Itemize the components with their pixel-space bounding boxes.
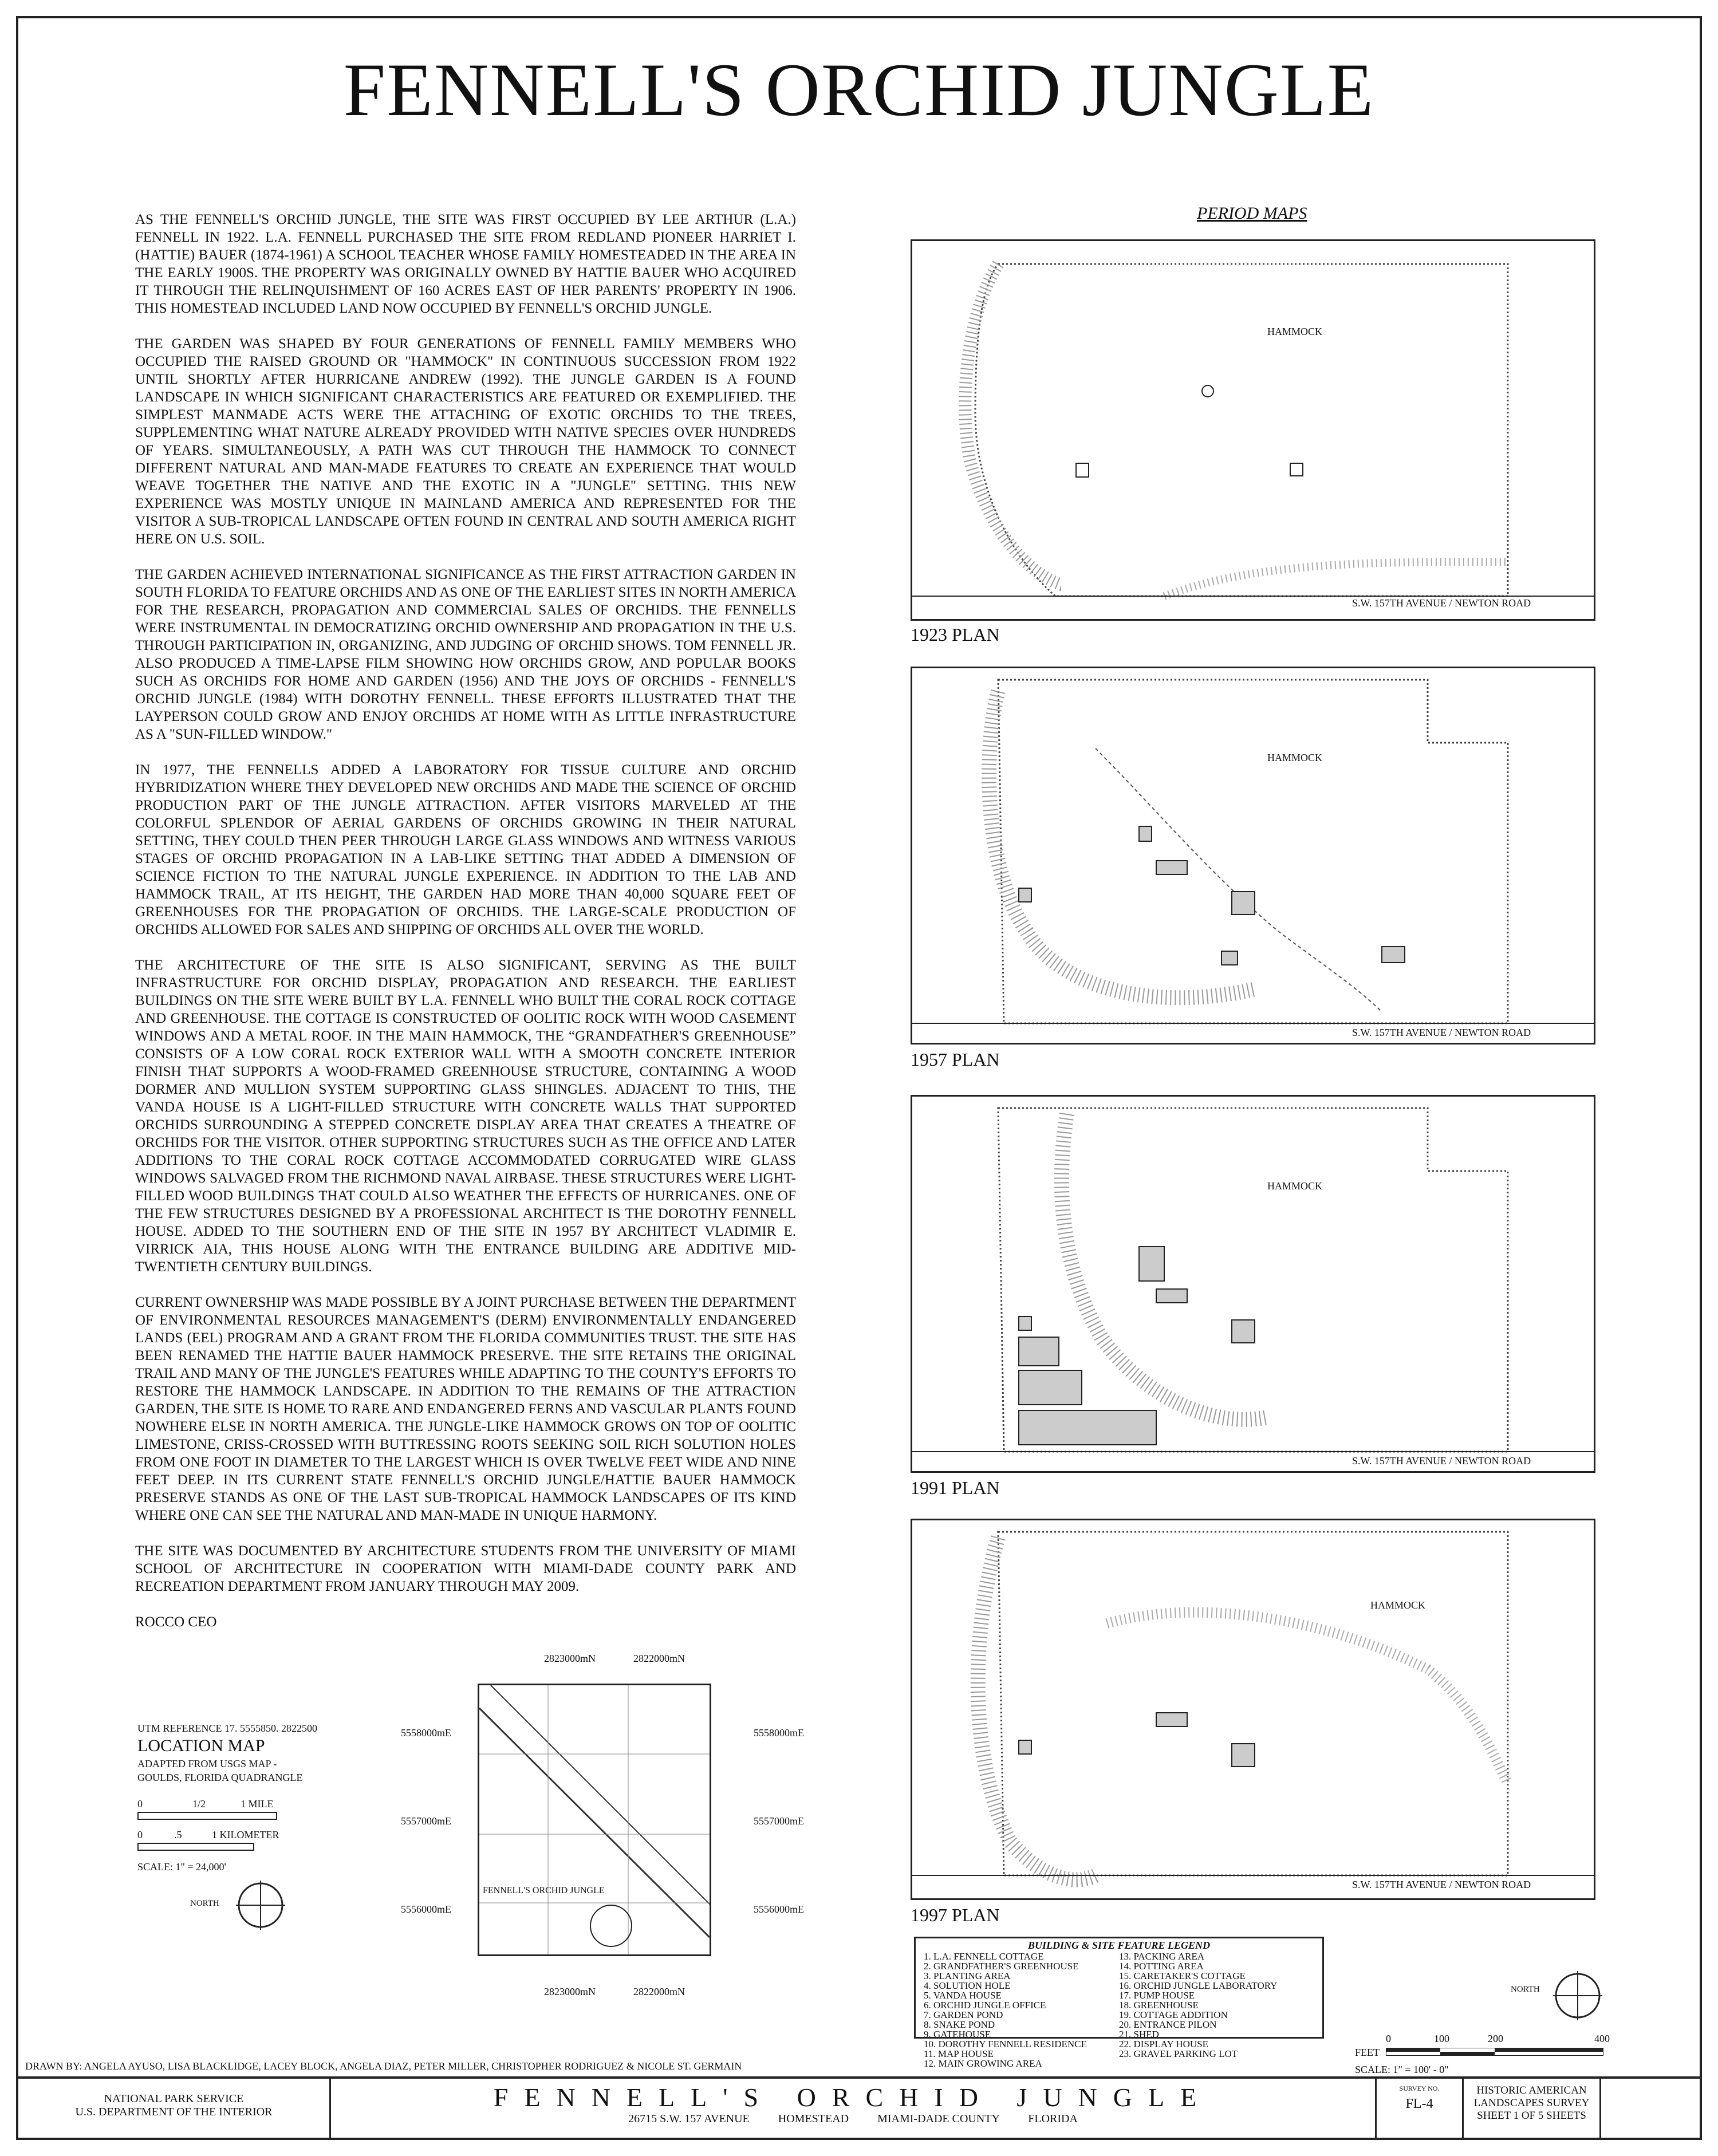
legend-title: BUILDING & SITE FEATURE LEGEND: [1027, 1940, 1211, 1951]
building-site-legend: [914, 1937, 1324, 2069]
mile-scale-bar: [137, 1812, 277, 1820]
paragraph: THE SITE WAS DOCUMENTED BY ARCHITECTURE STUDENTS FROM THE UNIVERSITY OF MIAMI SCHOOL OF ARCHITECTURE IN COOPERATION WITH MIAMI-DADE COUNTY PARK AND RECREATION DEPARTMENT FROM JANUARY THROUGH MAY 2009.: [135, 1543, 796, 1594]
location-scale-text: SCALE: 1" = 24,000': [137, 1861, 226, 1873]
legend-item: 3. PLANTING AREA: [924, 1970, 1011, 1981]
north-arrow-icon: [1552, 1970, 1603, 2021]
paragraph: THE GARDEN ACHIEVED INTERNATIONAL SIGNIFICANCE AS THE FIRST ATTRACTION GARDEN IN SOUTH FLORIDA TO FEATURE ORCHIDS AND AS ONE OF THE EARLIEST SITES IN NORTH AMERICA FOR THE RESEARCH, PROPAGATION AND COMMERCIAL SALES OF ORCHIDS. THE FENNELLS WERE INSTRUMENTAL IN DEMOCRATIZING ORCHID OWNERSHIP AND PROPAGATION IN THE U.S. THROUGH PARTICIPATION IN, ORGANIZING, AND JUDGING OF ORCHID SHOWS. TOM FENNELL JR. ALSO PRODUCED A TIME-LAPSE FILM SHOWING HOW ORCHIDS GROW, AND POPULAR BOOKS SUCH AS ORCHIDS FOR HOME AND GARDEN (1956) AND THE JOYS OF ORCHIDS - FENNELL'S ORCHID JUNGLE (1984) WITH DOROTHY FENNELL. THESE EFFORTS ILLUSTRATED THAT THE LAYPERSON COULD GROW AND ENJOY ORCHIDS AT HOME WITH AS LITTLE INFRASTRUCTURE AS A "SUN-FILLED WINDOW.": [135, 567, 796, 742]
sheet-count: SHEET 1 OF 5 SHEETS: [1477, 2110, 1586, 2122]
north-label: NORTH: [1511, 1985, 1540, 1994]
survey-number: FL-4: [1405, 2096, 1433, 2111]
easting-label: 5556000mE: [754, 1903, 804, 1915]
location-map-title: LOCATION MAP: [137, 1736, 265, 1755]
scale-tick: 400: [1594, 2033, 1610, 2044]
narrative-text: [135, 211, 796, 1631]
legend-right-column: [1119, 1952, 1314, 2068]
period-maps-title: PERIOD MAPS: [1197, 204, 1307, 223]
usgs-map-drawing: [479, 1685, 710, 1954]
plan-1923-map: [911, 239, 1595, 621]
site-name: FENNELL'S ORCHID JUNGLE: [493, 2083, 1213, 2112]
legend-item: 10. DOROTHY FENNELL RESIDENCE: [924, 2039, 1087, 2049]
legend-item: 15. CARETAKER'S COTTAGE: [1119, 1970, 1246, 1981]
legend-item: 16. ORCHID JUNGLE LABORATORY: [1119, 1980, 1278, 1991]
road-label: S.W. 157TH AVENUE / NEWTON ROAD: [1352, 1027, 1531, 1038]
plan-1991-drawing: [912, 1097, 1594, 1471]
author-signature: ROCCO CEO: [135, 1614, 217, 1630]
paragraph: AS THE FENNELL'S ORCHID JUNGLE, THE SITE WAS FIRST OCCUPIED BY LEE ARTHUR (L.A.) FENNELL IN 1922. L.A. FENNELL PURCHASED THE SITE FROM REDLAND PIONEER HARRIET I. (HATTIE) BAUER (1874-1961) A SCHOOL TEACHER WHOSE FAMILY HOMESTEADED IN THE AREA IN THE EARLY 1900S. THE PROPERTY WAS ORIGINALLY OWNED BY HATTIE BAUER WHO ACQUIRED IT THROUGH THE RELINQUISHMENT OF 160 ACRES EAST OF HER PARENTS' PROPERTY IN 1906. THIS HOMESTEAD INCLUDED LAND NOW OCCUPIED BY FENNELL'S ORCHID JUNGLE.: [135, 212, 796, 316]
survey-number-cell: [1377, 2079, 1464, 2139]
legend-item: 20. ENTRANCE PILON: [1119, 2019, 1217, 2030]
legend-item: 5. VANDA HOUSE: [924, 1990, 1002, 2001]
legend-item: 14. POTTING AREA: [1119, 1961, 1204, 1972]
agency-cell: [18, 2079, 331, 2139]
legend-left-column: [924, 1952, 1119, 2068]
mile-label: 1 MILE: [241, 1798, 274, 1810]
legend-item: 17. PUMP HOUSE: [1119, 1990, 1195, 2001]
plan-1957-label: 1957 PLAN: [911, 1049, 1000, 1070]
hammock-label: HAMMOCK: [1370, 1599, 1426, 1611]
mile-zero: 0: [137, 1798, 143, 1810]
drawn-by-credits: DRAWN BY: ANGELA AYUSO, LISA BLACKLIDGE, LACEY BLOCK, ANGELA DIAZ, PETER MILLER, CHRISTOPHER RODRIGUEZ & NICOLE ST. GERMAIN: [25, 2060, 742, 2072]
km-zero: 0: [137, 1829, 143, 1840]
road-label: S.W. 157TH AVENUE / NEWTON ROAD: [1352, 1455, 1531, 1467]
legend-item: 13. PACKING AREA: [1119, 1951, 1205, 1962]
plan-1997-drawing: [912, 1520, 1594, 1898]
plan-1923-drawing: [912, 241, 1594, 619]
legend-item: 18. GREENHOUSE: [1119, 2000, 1199, 2011]
legend-item: 1. L.A. FENNELL COTTAGE: [924, 1951, 1044, 1962]
hammock-label: HAMMOCK: [1267, 1180, 1323, 1192]
usgs-location-map: [478, 1684, 711, 1956]
north-arrow-icon: [235, 1879, 286, 1931]
site-address: 26715 S.W. 157 AVENUE HOMESTEAD MIAMI-DADE COUNTY FLORIDA: [628, 2112, 1078, 2125]
legend-item: 6. ORCHID JUNGLE OFFICE: [924, 2000, 1046, 2011]
site-name-cell: [331, 2079, 1377, 2139]
northing-label: 2823000mN: [544, 1986, 596, 1997]
plan-1991-map: [911, 1095, 1595, 1473]
hammock-label: HAMMOCK: [1267, 326, 1323, 337]
north-label: NORTH: [190, 1899, 219, 1908]
northing-label: 2822000mN: [633, 1986, 685, 1997]
road-label: S.W. 157TH AVENUE / NEWTON ROAD: [1352, 1879, 1531, 1890]
paragraph: CURRENT OWNERSHIP WAS MADE POSSIBLE BY A JOINT PURCHASE BETWEEN THE DEPARTMENT OF ENVIRONMENTAL RESOURCES MANAGEMENT'S (DERM) ENVIRONMENTALLY ENDANGERED LANDS (EEL) PROGRAM AND A GRANT FROM THE FLORIDA COMMUNITIES TRUST. THE SITE HAS BEEN RENAMED THE HATTIE BAUER HAMMOCK PRESERVE. THE SITE RETAINS THE ORIGINAL TRAIL AND MANY OF THE JUNGLE'S FEATURES WHILE ADAPTING TO THE COUNTY'S EFFORTS TO RESTORE THE HAMMOCK LANDSCAPE. IN ADDITION TO THE REMAINS OF THE ATTRACTION GARDEN, THE SITE IS HOME TO RARE AND ENDANGERED FERNS AND VASCULAR PLANTS FOUND NOWHERE ELSE IN NORTH AMERICA. THE JUNGLE-LIKE HAMMOCK GROWS ON TOP OF OOLITIC LIMESTONE, CRISS-CROSSED WITH BUTTRESSING ROOTS SEEKING SOIL RICH SOLUTION HOLES FROM ONE FOOT IN DIAMETER TO THE LARGEST WHICH IS OVER TWELVE FEET WIDE AND NINE FEET DEEP. IN ITS CURRENT STATE FENNELL'S ORCHID JUNGLE/HATTIE BAUER HAMMOCK PRESERVE STANDS AS ONE OF THE LAST SUB-TROPICAL HAMMOCK LANDSCAPES OF ITS KIND WHERE ONE CAN SEE THE NATURAL AND MAN-MADE IN UNIQUE HARMONY.: [135, 1295, 796, 1523]
easting-label: 5557000mE: [401, 1815, 451, 1827]
easting-label: 5556000mE: [401, 1903, 451, 1915]
paragraph: THE GARDEN WAS SHAPED BY FOUR GENERATIONS OF FENNELL FAMILY MEMBERS WHO OCCUPIED THE RAISED GROUND OR "HAMMOCK" IN CONTINUOUS SUCCESSION FROM 1922 UNTIL SHORTLY AFTER HURRICANE ANDREW (1992). THE JUNGLE GARDEN IS A FOUND LANDSCAPE IN WHICH SIGNIFICANT CHARACTERISTICS ARE FEATURED OR EXEMPLIFIED. THE SIMPLEST MANMADE ACTS WERE THE ATTACHING OF EXOTIC ORCHIDS TO THE TREES, SUPPLEMENTING WHAT NATURE ALREADY PROVIDED WITH NATIVE SPECIES OVER HUNDREDS OF YEARS. SIMULTANEOUSLY, A PATH WAS CUT THROUGH THE HAMMOCK TO CONNECT DIFFERENT NATURAL AND MAN-MADE FEATURES TO CREATE AN EXPERIENCE THAT WOULD WEAVE TOGETHER THE NATIVE AND THE EXOTIC IN A "JUNGLE" SETTING. THIS NEW EXPERIENCE WAS MOSTLY UNIQUE IN MAINLAND AMERICA AND REPRESENTED FOR THE VISITOR A SUB-TROPICAL LANDSCAPE OFTEN FOUND IN CENTRAL AND SOUTH AMERICA RIGHT HERE ON U.S. SOIL.: [135, 336, 796, 547]
plan-1997-label: 1997 PLAN: [911, 1905, 1000, 1925]
km-scale-bar: [137, 1843, 254, 1851]
paragraph: IN 1977, THE FENNELLS ADDED A LABORATORY FOR TISSUE CULTURE AND ORCHID HYBRIDIZATION WHERE THEY DEVELOPED NEW ORCHIDS AND MADE THE SCIENCE OF ORCHID PRODUCTION PART OF THE JUNGLE ATTRACTION. AFTER VISITORS MARVELED AT THE COLORFUL SPLENDOR OF AERIAL GARDENS OF ORCHIDS GROWING IN THEIR NATURAL SETTING, THEY COULD THEN PEER THROUGH LARGE GLASS WINDOWS AND WITNESS VARIOUS STAGES OF ORCHID PROPAGATION IN A LAB-LIKE SETTING THAT ADDED A DIMENSION OF SCIENCE FICTION TO THE NATURAL JUNGLE EXPERIENCE. IN ADDITION TO THE LAB AND HAMMOCK TRAIL, AT ITS HEIGHT, THE GARDEN HAD MORE THAN 40,000 SQUARE FEET OF GREENHOUSES FOR THE PROPAGATION OF ORCHIDS. THE LARGE-SCALE PRODUCTION OF ORCHIDS ALLOWED FOR SALES AND SHIPPING OF ORCHIDS ALL OVER THE WORLD.: [135, 762, 796, 937]
series-line: HISTORIC AMERICAN: [1476, 2084, 1587, 2096]
location-adapted: ADAPTED FROM USGS MAP -: [137, 1758, 277, 1769]
paragraph: THE ARCHITECTURE OF THE SITE IS ALSO SIGNIFICANT, SERVING AS THE BUILT INFRASTRUCTURE FOR ORCHID DISPLAY, PROPAGATION AND RESEARCH. THE EARLIEST BUILDINGS ON THE SITE WERE BUILT BY L.A. FENNELL WHO BUILT THE CORAL ROCK COTTAGE AND GREENHOUSE. THE COTTAGE IS CONSTRUCTED OF OOLITIC ROCK WITH WOOD CASEMENT WINDOWS AND A METAL ROOF. IN THE MAIN HAMMOCK, THE “GRANDFATHER'S GREENHOUSE” CONSISTS OF A LOW CORAL ROCK EXTERIOR WALL WITH A SMOOTH CONCRETE INTERIOR FINISH THAT SUPPORTS A WOOD-FRAMED GREENHOUSE STRUCTURE, CONTAINING A WOOD DORMER AND MULLION SYSTEM SUPPORTING GLASS SHINGLES. ADJACENT TO THIS, THE VANDA HOUSE IS A LIGHT-FILLED STRUCTURE WITH CONCRETE WALLS THAT SUPPORTED ORCHIDS SURROUNDING A STEPPED CONCRETE DISPLAY AREA THAT CREATES A THEATRE OF ORCHIDS FOR THE VISITOR. OTHER SUPPORTING STRUCTURES SUCH AS THE OFFICE AND LATER ADDITIONS TO THE CORAL ROCK COTTAGE ACCOMMODATED CORRUGATED WIRE GLASS WINDOWS SALVAGED FROM THE RICHMOND NAVAL AIRBASE. THESE STRUCTURES WERE LIGHT-FILLED WOOD BUILDINGS THAT COULD ALSO WEATHER THE EFFECTS OF HURRICANES. ONE OF THE FEW STRUCTURES DESIGNED BY A PROFESSIONAL ARCHITECT IS THE DOROTHY FENNELL HOUSE. ADDED TO THE SOUTHERN END OF THE SITE IN 1957 BY ARCHITECT VLADIMIR E. VIRRICK AIA, THIS HOUSE ALONG WITH THE ENTRANCE BUILDING ARE ADDITIVE MID-TWENTIETH CENTURY BUILDINGS.: [135, 957, 796, 1275]
legend-item: 9. GATEHOUSE: [924, 2029, 991, 2040]
scale-tick: 200: [1488, 2033, 1503, 2044]
scale-tick: 0: [1386, 2033, 1391, 2044]
survey-number-caption: SURVEY NO.: [1399, 2084, 1440, 2092]
plan-1997-map: [911, 1519, 1595, 1900]
km-half: .5: [174, 1829, 182, 1840]
legend-item: 23. GRAVEL PARKING LOT: [1119, 2048, 1238, 2059]
northing-label: 2822000mN: [633, 1653, 685, 1664]
legend-item: 21. SHED: [1119, 2029, 1159, 2040]
agency-line: U.S. DEPARTMENT OF THE INTERIOR: [75, 2106, 273, 2118]
plan-1923-label: 1923 PLAN: [911, 624, 1000, 645]
plan-1991-label: 1991 PLAN: [911, 1477, 1000, 1498]
plan-scale-bar: [1386, 2048, 1603, 2056]
hammock-label: HAMMOCK: [1267, 752, 1323, 763]
easting-label: 5558000mE: [401, 1727, 451, 1739]
location-quad: GOULDS, FLORIDA QUADRANGLE: [137, 1772, 303, 1783]
series-cell: [1464, 2079, 1601, 2139]
legend-item: 7. GARDEN POND: [924, 2009, 1003, 2020]
legend-item: 12. MAIN GROWING AREA: [924, 2058, 1042, 2069]
scale-feet-label: FEET: [1355, 2047, 1380, 2058]
easting-label: 5557000mE: [754, 1815, 804, 1827]
northing-label: 2823000mN: [544, 1653, 596, 1664]
legend-item: 19. COTTAGE ADDITION: [1119, 2009, 1228, 2020]
plan-scale-text: SCALE: 1" = 100' - 0": [1355, 2064, 1449, 2075]
scale-tick: 100: [1434, 2033, 1449, 2044]
legend-item: 2. GRANDFATHER'S GREENHOUSE: [924, 1961, 1079, 1972]
legend-item: 22. DISPLAY HOUSE: [1119, 2039, 1209, 2049]
km-label: 1 KILOMETER: [212, 1829, 279, 1840]
mile-half: 1/2: [192, 1798, 206, 1810]
utm-reference: UTM REFERENCE 17. 5555850. 2822500: [137, 1723, 318, 1734]
sheet-title: FENNELL'S ORCHID JUNGLE: [343, 48, 1375, 132]
site-label: FENNELL'S ORCHID JUNGLE: [483, 1886, 605, 1895]
series-line: LANDSCAPES SURVEY: [1473, 2097, 1590, 2109]
plan-1957-drawing: [912, 668, 1594, 1043]
road-label: S.W. 157TH AVENUE / NEWTON ROAD: [1352, 597, 1531, 609]
easting-label: 5558000mE: [754, 1727, 804, 1739]
legend-item: 11. MAP HOUSE: [924, 2048, 994, 2059]
legend-item: 8. SNAKE POND: [924, 2019, 995, 2030]
legend-item: 4. SOLUTION HOLE: [924, 1980, 1011, 1991]
plan-1957-map: [911, 667, 1595, 1045]
agency-line: NATIONAL PARK SERVICE: [104, 2092, 244, 2105]
